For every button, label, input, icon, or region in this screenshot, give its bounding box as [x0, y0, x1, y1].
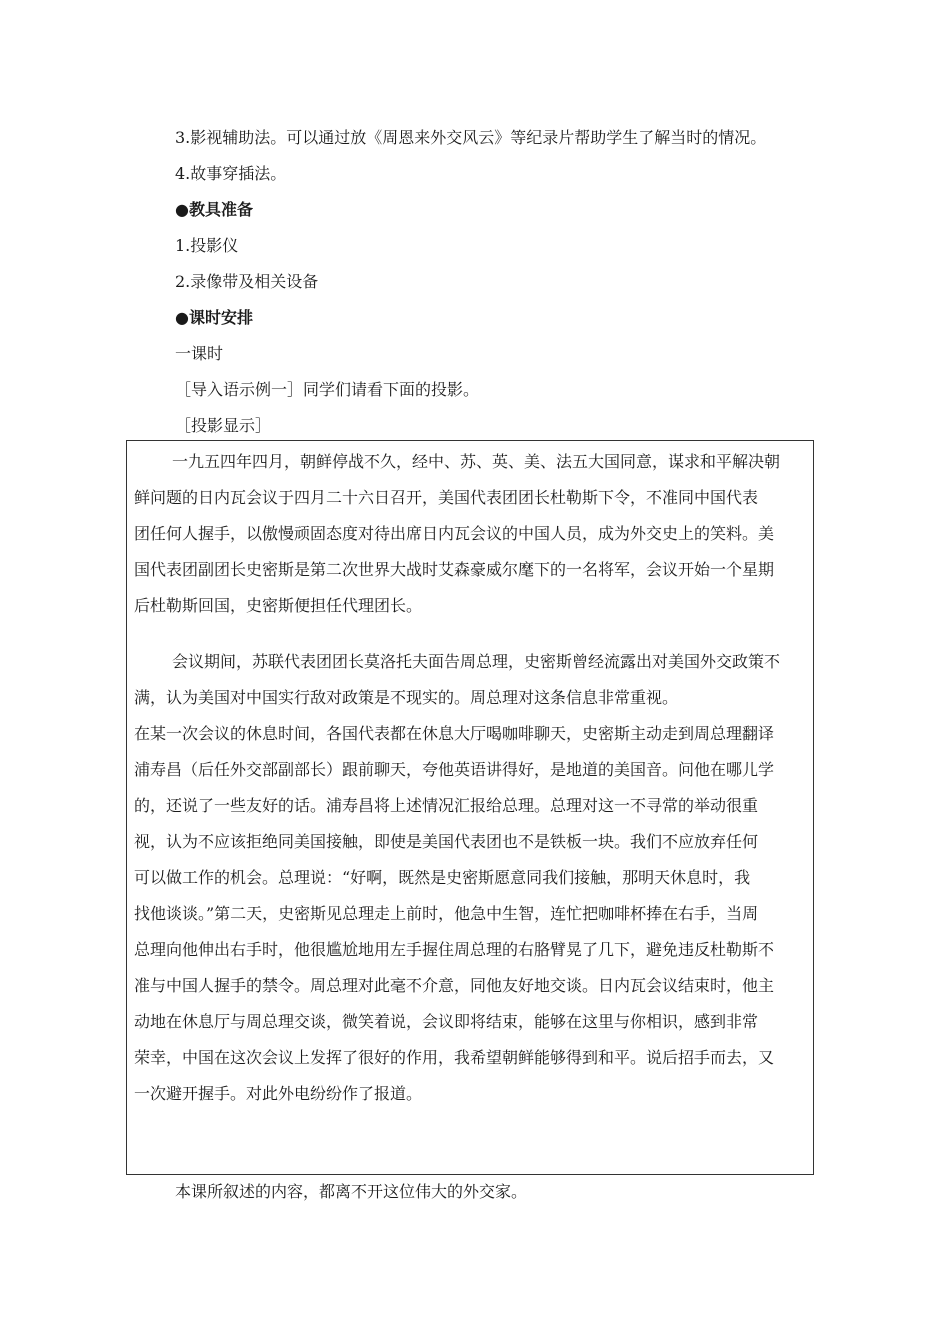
text-line-aid-2: 2.录像带及相关设备 [175, 272, 319, 291]
text-line-method-3: 3.影视辅助法。可以通过放《周恩来外交风云》等纪录片帮助学生了解当时的情况。 [175, 128, 767, 147]
text-line-one-lesson: 一课时 [175, 344, 224, 363]
text-line-projection-label: ［投影显示］ [175, 416, 272, 435]
box-text-line: 总理向他伸出右手时，他很尴尬地用左手握住周总理的右胳臂晃了几下，避免违反杜勒斯不 [134, 940, 775, 959]
box-text-line: 后杜勒斯回国，史密斯便担任代理团长。 [134, 596, 423, 615]
box-text-line: 动地在休息厅与周总理交谈，微笑着说，会议即将结束，能够在这里与你相识，感到非常 [134, 1012, 759, 1031]
text-line-conclusion: 本课所叙述的内容，都离不开这位伟大的外交家。 [175, 1182, 528, 1201]
box-text-line: 可以做工作的机会。总理说：“好啊，既然是史密斯愿意同我们接触，那明天休息时，我 [134, 868, 751, 887]
text-line-method-4: 4.故事穿插法。 [175, 164, 287, 183]
text-line-intro-example: ［导入语示例一］同学们请看下面的投影。 [175, 380, 480, 399]
box-text-line: 的，还说了一些友好的话。浦寿昌将上述情况汇报给总理。总理对这一不寻常的举动很重 [134, 796, 759, 815]
heading-lesson-schedule: ●课时安排 [175, 308, 253, 327]
box-text-line: 会议期间，苏联代表团团长莫洛托夫面告周总理，史密斯曾经流露出对美国外交政策不 [172, 652, 781, 671]
box-text-line: 浦寿昌（后任外交部副部长）跟前聊天，夸他英语讲得好，是地道的美国音。问他在哪儿学 [134, 760, 775, 779]
box-text-line: 在某一次会议的休息时间，各国代表都在休息大厅喝咖啡聊天，史密斯主动走到周总理翻译 [134, 724, 775, 743]
box-text-line: 满，认为美国对中国实行敌对政策是不现实的。周总理对这条信息非常重视。 [134, 688, 679, 707]
text-line-aid-1: 1.投影仪 [175, 236, 239, 255]
box-text-line: 找他谈谈。”第二天，史密斯见总理走上前时，他急中生智，连忙把咖啡杯捧在右手，当周 [134, 904, 759, 923]
box-text-line: 一九五四年四月，朝鲜停战不久，经中、苏、英、美、法五大国同意，谋求和平解决朝 [172, 452, 781, 471]
heading-teaching-aids: ●教具准备 [175, 200, 253, 219]
box-text-line: 团任何人握手，以傲慢顽固态度对待出席日内瓦会议的中国人员，成为外交史上的笑料。美 [134, 524, 775, 543]
box-text-line: 视，认为不应该拒绝同美国接触，即使是美国代表团也不是铁板一块。我们不应放弃任何 [134, 832, 759, 851]
box-text-line: 准与中国人握手的禁令。周总理对此毫不介意，同他友好地交谈。日内瓦会议结束时，他主 [134, 976, 775, 995]
box-text-line: 荣幸，中国在这次会议上发挥了很好的作用，我希望朝鲜能够得到和平。说后招手而去，又 [134, 1048, 775, 1067]
box-text-line: 国代表团副团长史密斯是第二次世界大战时艾森豪威尔麾下的一名将军，会议开始一个星期 [134, 560, 775, 579]
box-text-line: 一次避开握手。对此外电纷纷作了报道。 [134, 1084, 423, 1103]
box-text-line: 鲜问题的日内瓦会议于四月二十六日召开，美国代表团团长杜勒斯下令，不准同中国代表 [134, 488, 759, 507]
